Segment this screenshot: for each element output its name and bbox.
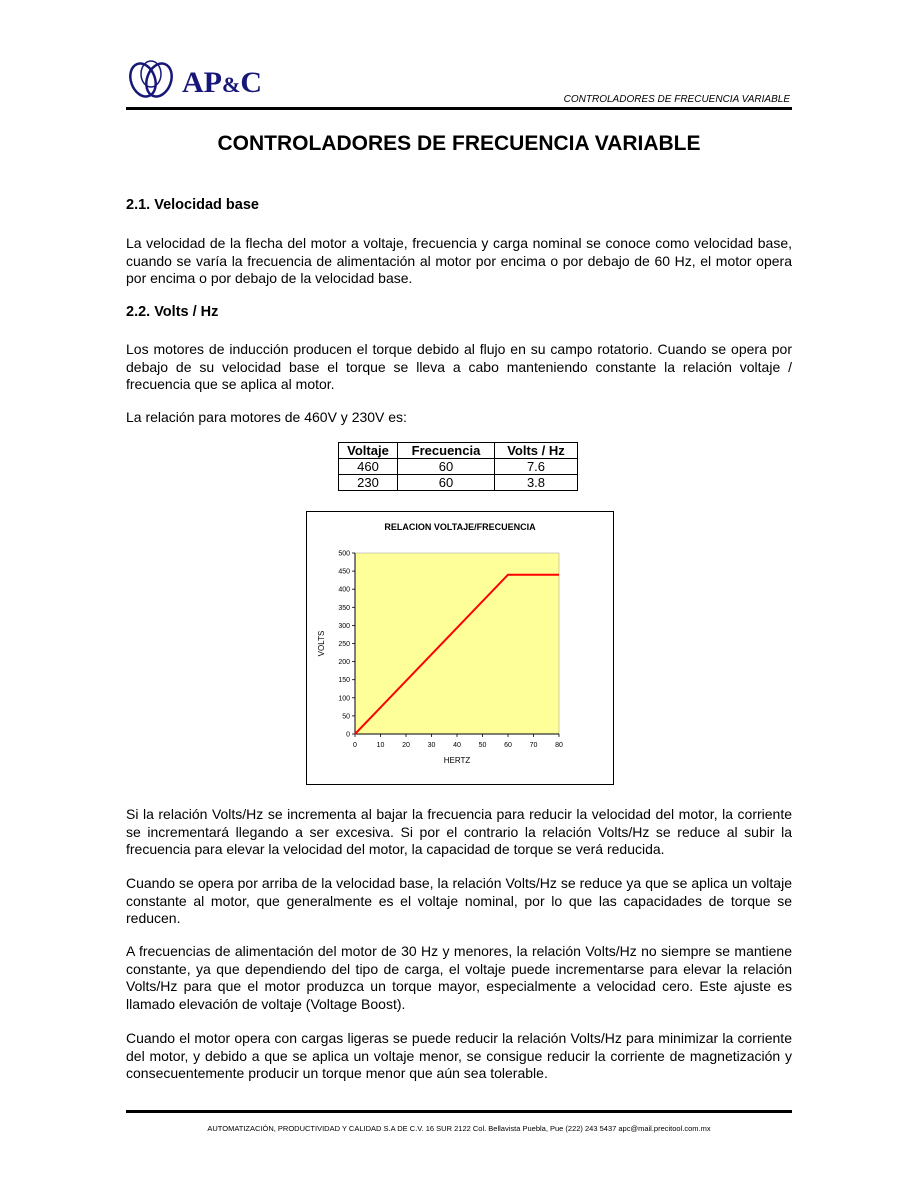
table-cell: 230 [339, 475, 398, 491]
logo-rings-icon [126, 56, 182, 104]
page-title: CONTROLADORES DE FRECUENCIA VARIABLE [217, 132, 701, 155]
column-header: Frecuencia [398, 443, 495, 459]
x-tick-label: 40 [453, 742, 461, 749]
header-divider [126, 107, 792, 110]
x-axis-label: HERTZ [443, 756, 471, 765]
x-tick-label: 60 [504, 742, 512, 749]
paragraph: Cuando el motor opera con cargas ligeras se puede reducir la relación Volts/Hz para minimizar la corriente del motor, y debido a que se aplica un voltaje menor, se consigue reducir la corriente de magnetización y consecuentemente producir un torque menor que aún sea tolerable. [126, 1030, 792, 1081]
chart-svg [307, 512, 613, 784]
table-cell: 7.6 [495, 459, 578, 475]
x-tick-label: 50 [478, 742, 487, 749]
y-tick-label: 450 [338, 568, 350, 576]
x-tick-label: 20 [402, 742, 410, 749]
x-tick-label: 10 [376, 742, 385, 749]
logo-wordmark: AP&C [182, 66, 262, 99]
table-row [339, 475, 578, 491]
chart-title: RELACION VOLTAJE/FRECUENCIA [384, 522, 536, 532]
x-tick-label: 30 [427, 742, 436, 749]
footer-divider [126, 1110, 792, 1113]
company-logo [126, 56, 276, 104]
y-tick-label: 150 [338, 677, 350, 685]
table-cell: 460 [339, 459, 398, 475]
x-tick-label: 80 [555, 742, 563, 749]
y-tick-label: 350 [338, 604, 350, 612]
column-header: Voltaje [339, 443, 398, 459]
table-cell: 60 [398, 475, 495, 491]
footer-contact: AUTOMATIZACIÓN, PRODUCTIVIDAD Y CALIDAD S.A DE C.V. 16 SUR 2122 Col. Bellavista Puebla, Pue (222) 243 5437 apc@mail.precitool.com.mx [207, 1124, 711, 1133]
table-header-row [339, 443, 578, 459]
y-axis-label: VOLTS [317, 630, 326, 657]
section-heading-volts-hz: 2.2. Volts / Hz [126, 304, 219, 320]
paragraph: A frecuencias de alimentación del motor de 30 Hz y menores, la relación Volts/Hz no siempre se mantiene constante, ya que dependiendo del tipo de carga, el voltaje puede incrementarse para elevar la relación Volts/Hz para que el motor produzca un torque mayor, especialmente a velocidad cero. Este ajuste es llamado elevación de voltaje (Voltage Boost). [126, 943, 792, 1012]
x-tick-label: 0 [353, 742, 357, 749]
column-header: Volts / Hz [495, 443, 578, 459]
volts-hertz-chart [306, 511, 614, 785]
y-tick-label: 500 [338, 550, 350, 558]
paragraph: La relación para motores de 460V y 230V es: [126, 409, 407, 425]
y-tick-label: 100 [338, 695, 350, 703]
paragraph: Cuando se opera por arriba de la velocidad base, la relación Volts/Hz se reduce ya que se aplica un voltaje constante al motor, que generalmente es el voltaje nominal, por lo que las capacidades de torque se reducen. [126, 875, 792, 926]
y-tick-label: 200 [338, 659, 350, 667]
section-heading-velocidad-base: 2.1. Velocidad base [126, 197, 259, 213]
voltage-frequency-table [338, 442, 578, 491]
table-cell: 3.8 [495, 475, 578, 491]
table-cell: 60 [398, 459, 495, 475]
y-tick-label: 250 [338, 641, 350, 648]
y-tick-label: 0 [346, 731, 350, 739]
paragraph: Si la relación Volts/Hz se incrementa al bajar la frecuencia para reducir la velocidad del motor, la corriente se incrementará llegando a ser excesiva. Si por el contrario la relación Volts/Hz se reduce al subir la frecuencia para elevar la velocidad del motor, la capacidad de torque se verá reducida. [126, 806, 792, 857]
plot-area [355, 553, 559, 734]
y-tick-label: 300 [338, 622, 350, 630]
y-tick-label: 400 [338, 586, 350, 594]
paragraph: La velocidad de la flecha del motor a voltaje, frecuencia y carga nominal se conoce como velocidad base, cuando se varía la frecuencia de alimentación al motor por encima o por debajo de 60 Hz, el motor opera por encima o por debajo de la velocidad base. [126, 235, 792, 286]
table-row [339, 459, 578, 475]
y-tick-label: 50 [342, 713, 350, 721]
x-tick-label: 70 [529, 742, 538, 749]
paragraph: Los motores de inducción producen el torque debido al flujo en su campo rotatorio. Cuando se opera por debajo de su velocidad base el torque se lleva a cabo manteniendo constante la relación voltaje / frecuencia que se aplica al motor. [126, 341, 792, 392]
running-header: CONTROLADORES DE FRECUENCIA VARIABLE [563, 94, 790, 105]
